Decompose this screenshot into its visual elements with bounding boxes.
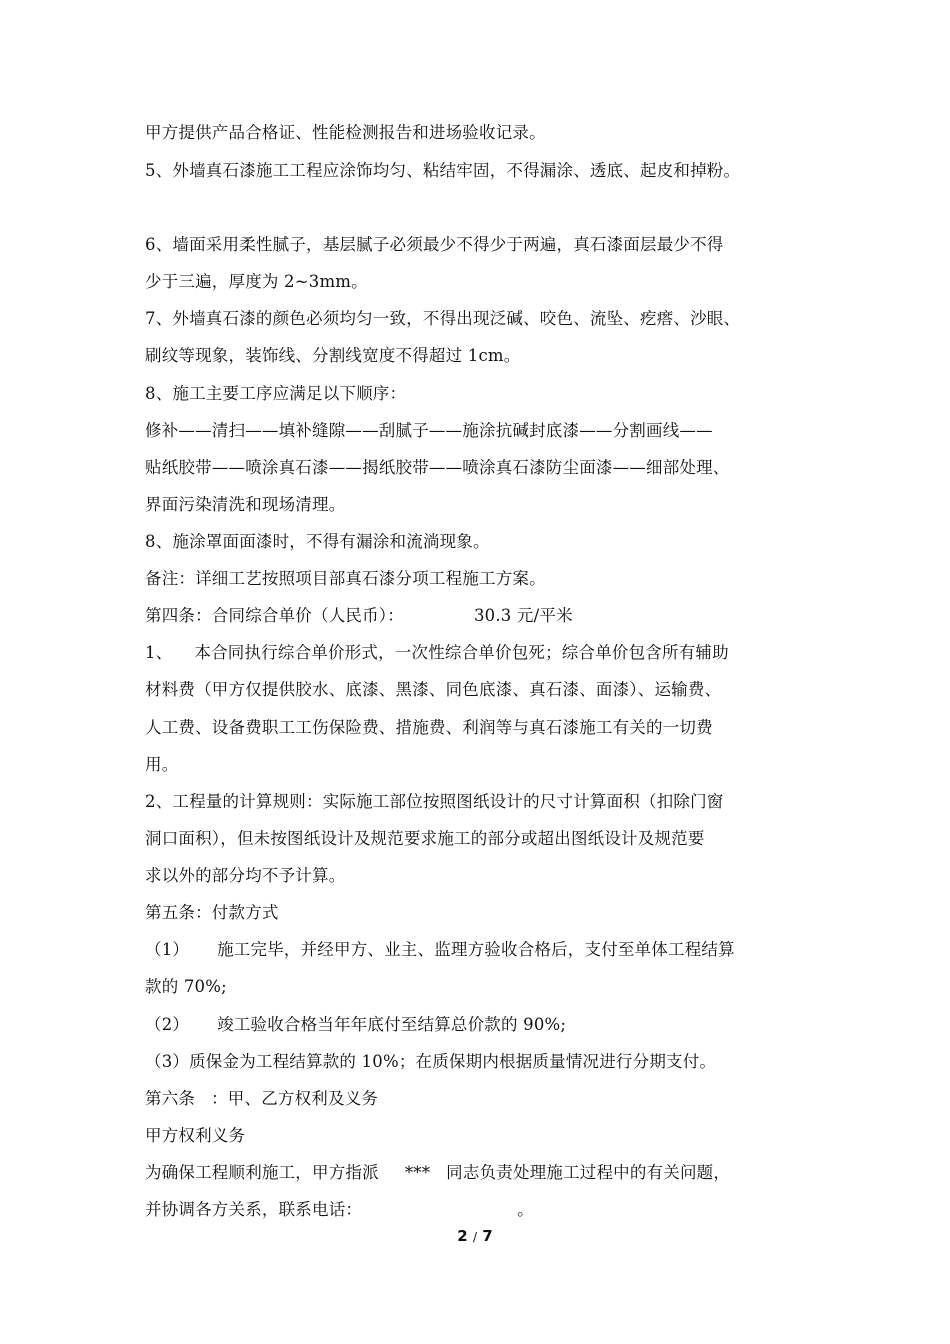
page-separator: / [472,1230,478,1244]
article-4-label: 第四条：合同综合单价（人民币）： [145,606,404,625]
article-5-heading: 第五条：付款方式 [145,903,279,922]
text-line: 7、外墙真石漆的颜色必须均匀一致，不得出现泛碱、咬色、流坠、疙瘩、沙眼、 [145,309,741,328]
process-line: 贴纸胶带——喷涂真石漆——揭纸胶带——喷涂真石漆防尘面漆——细部处理、 [145,458,730,477]
text-segment: 为确保工程顺利施工，甲方指派 [145,1163,379,1182]
text-line: 6、墙面采用柔性腻子，基层腻子必须最少不得少于两遍，真石漆面层最少不得 [145,235,724,254]
section-heading: 甲方权利义务 [145,1126,246,1145]
process-line: 界面污染清洗和现场清理。 [145,495,346,514]
payment-item-2 [145,1015,566,1035]
text-line: 刷纹等现象，装饰线、分割线宽度不得超过 1cm。 [145,346,521,365]
item-text: 竣工验收合格当年年底付至结算总价款的 90%; [217,1015,567,1034]
text-line: 用。 [145,755,179,774]
placeholder-name: *** [404,1163,431,1182]
text-line: 人工费、设备费职工工伤保险费、措施费、利润等与真石漆施工有关的一切费 [145,718,713,737]
payment-item-3: （3）质保金为工程结算款的 10%；在质保期内根据质量情况进行分期支付。 [145,1052,717,1071]
article-4-heading [145,606,573,626]
text-segment: 并协调各方关系，联系电话： [145,1200,363,1219]
article-6-label: 第六条 [145,1089,196,1108]
process-line: 修补——清扫——填补缝隙——刮腻子——施涂抗碱封底漆——分割画线—— [145,421,713,440]
text-line: 2、工程量的计算规则：实际施工部位按照图纸设计的尺寸计算面积（扣除门窗 [145,792,724,811]
text-line [145,1200,534,1220]
text-segment: 同志负责处理施工过程中的有关问题， [446,1163,731,1182]
text-line: 材料费（甲方仅提供胶水、底漆、黑漆、同色底漆、真石漆、面漆）、运输费、 [145,680,722,699]
text-line: 甲方提供产品合格证、性能检测报告和进场验收记录。 [145,123,546,142]
text-line: 8、施涂罩面面漆时，不得有漏涂和流淌现象。 [145,532,490,551]
clause-1-line [145,643,729,663]
text-line: 少于三遍，厚度为 2~3mm。 [145,272,368,291]
clause-text: 本合同执行综合单价形式，一次性综合单价包死；综合单价包含所有辅助 [194,643,729,662]
item-number: （1） [145,940,190,959]
article-6-title: ：甲、乙方权利及义务 [211,1089,379,1108]
text-segment: 。 [517,1200,534,1219]
page-number [0,1227,950,1245]
text-line: 求以外的部分均不予计算。 [145,866,346,885]
total-pages: 7 [482,1227,493,1245]
unit-price: 30.3 元/平米 [473,606,573,625]
text-line: 8、施工主要工序应满足以下顺序： [145,384,407,403]
text-line: 5、外墙真石漆施工工程应涂饰均匀、粘结牢固，不得漏涂、透底、起皮和掉粉。 [145,161,741,180]
text-line [145,1163,730,1183]
current-page: 2 [457,1227,468,1245]
item-number: （2） [145,1015,190,1034]
item-text: 施工完毕，并经甲方、业主、监理方验收合格后，支付至单体工程结算 [217,940,735,959]
clause-number: 1、 [145,643,173,662]
payment-item-1 [145,940,735,960]
article-6-heading [145,1089,378,1109]
note-line: 备注：详细工艺按照项目部真石漆分项工程施工方案。 [145,569,546,588]
text-line: 洞口面积），但未按图纸设计及规范要求施工的部分或超出图纸设计及规范要 [145,829,705,848]
text-line: 款的 70%; [145,977,227,996]
